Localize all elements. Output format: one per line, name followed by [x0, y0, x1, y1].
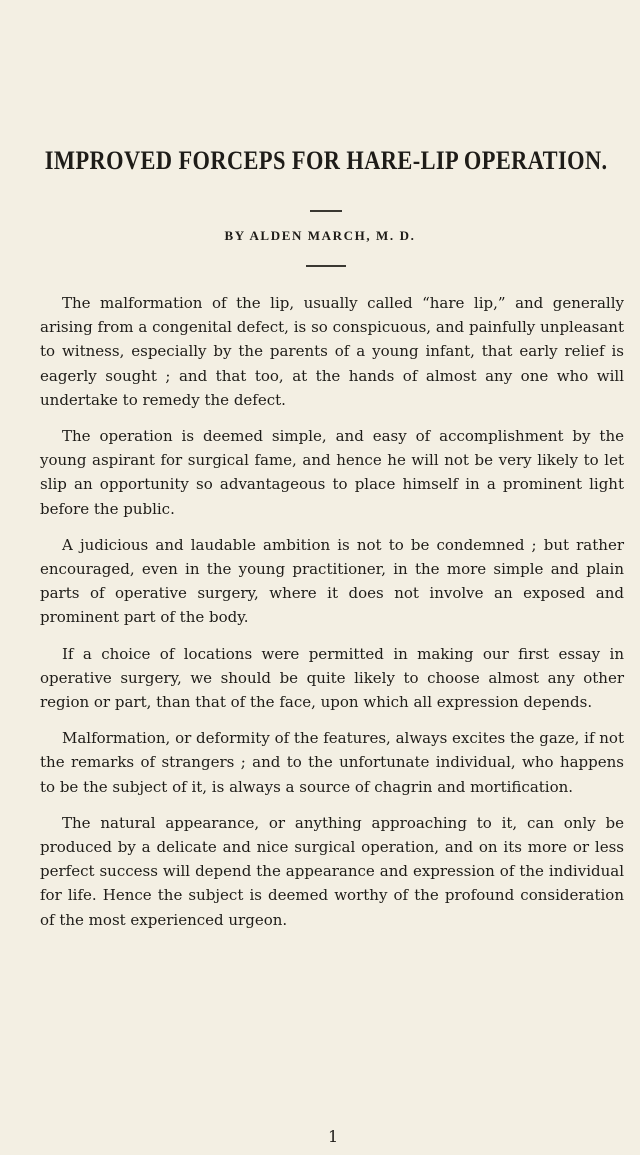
author-byline: BY ALDEN MARCH, M. D. — [224, 228, 416, 243]
article-body — [40, 291, 624, 944]
paragraph: The natural appearance, or anything approaching to it, can only be produced by a delicate and nice surgical operation, and on its more or less perfect success will depend the appearance and expression of the individual for life. Hence the subject is deemed worthy of the profound consideration of the most experienced urgeon. — [40, 813, 624, 929]
paragraph: The malformation of the lip, usually called “hare lip,” and generally arising from a congenital defect, is so conspicuous, and painfully unpleasant to witness, especially by the parents of a young infant, that early relief is eagerly sought ; and that too, at the hands of almost any one who will undertake to remedy the defect. — [40, 294, 624, 409]
paragraph: If a choice of locations were permitted in making our first essay in operative surgery, we should be quite likely to choose almost any other region or part, than that of the face, upon which all expression depends. — [40, 644, 624, 712]
page-number: 1 — [328, 1127, 339, 1146]
byline-divider — [306, 265, 346, 267]
paragraph: Malformation, or deformity of the features, always excites the gaze, if not the remarks of strangers ; and to the unfortunate individual, who happens to be the subject of it, is always a source of chagrin and mortification. — [40, 729, 624, 796]
article-title: IMPROVED FORCEPS FOR HARE-LIP OPERATION. — [44, 146, 608, 175]
paragraph: A judicious and laudable ambition is not to be condemned ; but rather encouraged, even in the young practitioner, in the more simple and plain parts of operative surgery, where it does not involve an exposed and prominent part of the body. — [40, 535, 624, 627]
title-divider — [310, 210, 342, 212]
paragraph: The operation is deemed simple, and easy of accomplishment by the young aspirant for surgical fame, and hence he will not be very likely to let slip an opportunity so advantageous to place himself in a prominent light before the public. — [40, 427, 624, 518]
